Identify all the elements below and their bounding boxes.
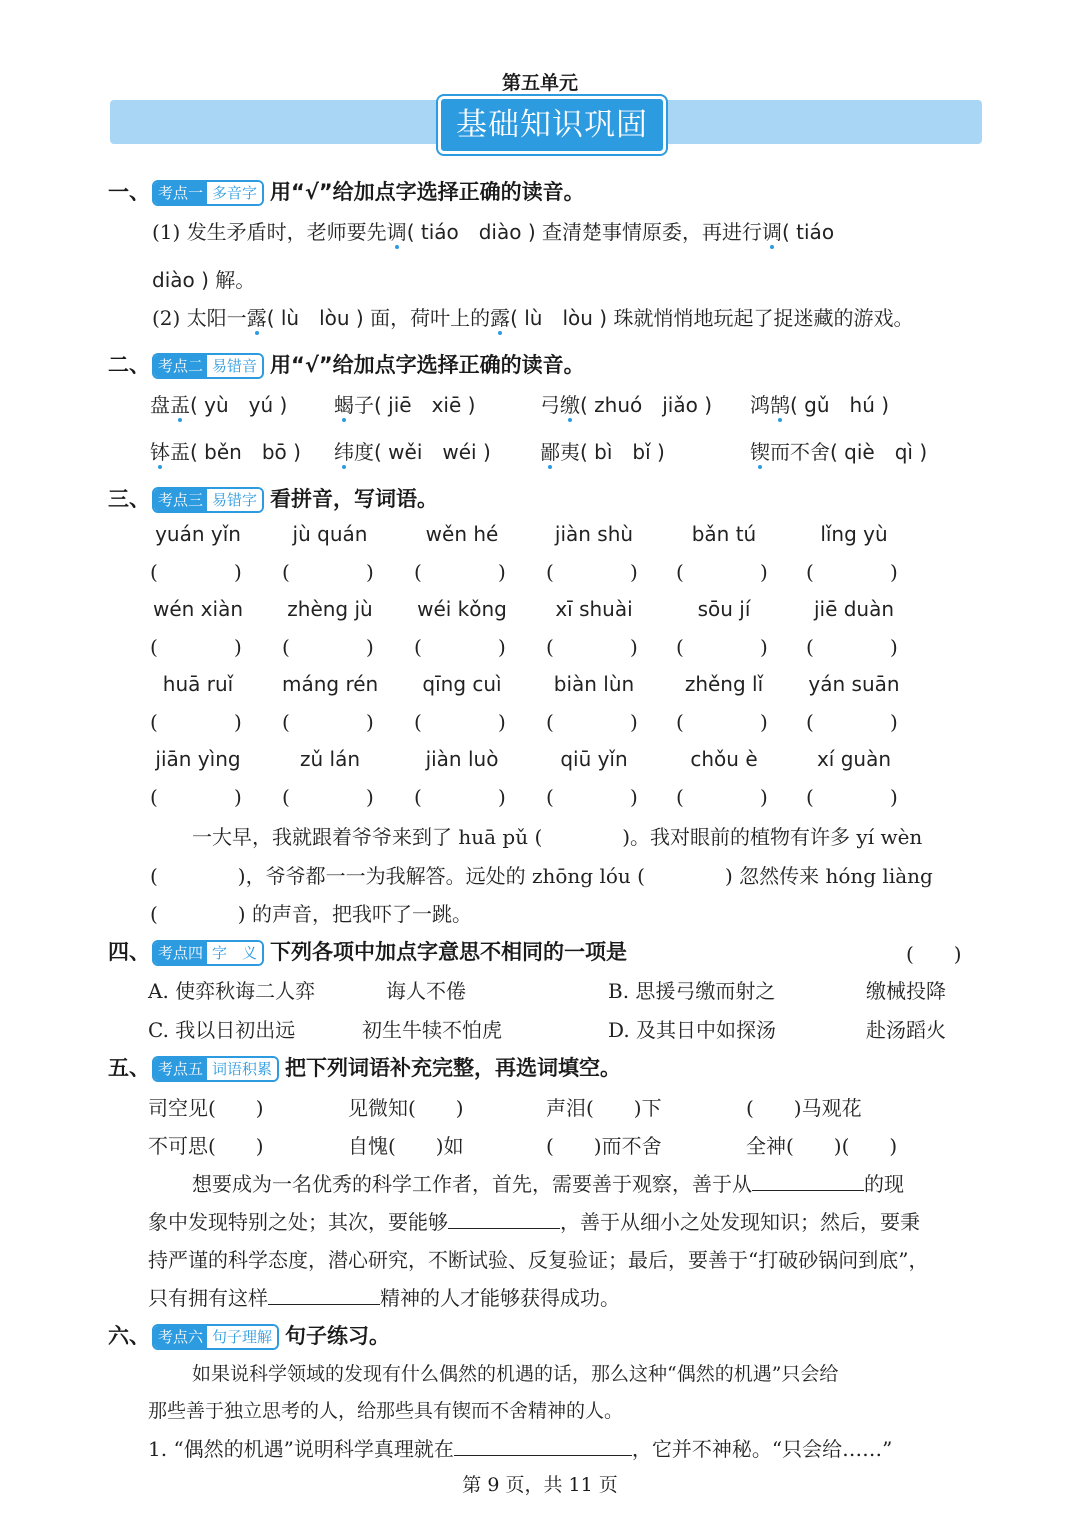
s5-para-line2: 象中发现特别之处；其次，要能够 ，善于从细小之处发现知识；然后，要秉	[148, 1210, 920, 1234]
answer-box-close: )	[890, 710, 898, 734]
topic-badge: 考点四 字 义	[152, 940, 264, 966]
answer-box-close: )	[366, 785, 374, 809]
answer-box[interactable]	[688, 785, 758, 811]
option-d-compare: 赴汤蹈火	[866, 1018, 946, 1042]
answer-box-close: )	[366, 560, 374, 584]
answer-box-open: (	[676, 785, 684, 809]
answer-box-close: )	[234, 785, 242, 809]
answer-box-open: (	[282, 560, 290, 584]
option-c: C. 我以日初出远	[148, 1018, 296, 1042]
section-number: 一、	[108, 180, 150, 204]
answer-box-close: )	[498, 785, 506, 809]
idiom-blank[interactable]: 声泪( )下	[546, 1096, 662, 1120]
answer-box-close: )	[890, 635, 898, 659]
topic-badge: 考点一 多音字	[152, 180, 264, 206]
instruction: 用“√”给加点字选择正确的读音。	[270, 180, 585, 204]
answer-box[interactable]	[426, 560, 496, 586]
section-1-heading	[108, 176, 585, 206]
answer-box-close: )	[234, 635, 242, 659]
pinyin-prompt: biàn lùn	[553, 672, 635, 696]
s3-para-line2: ( )，爷爷都一一为我解答。远处的 zhōng lóu ( ) 忽然传来 hóng liàng	[150, 864, 933, 888]
pinyin-prompt: huā ruǐ	[162, 672, 234, 696]
pinyin-prompt: wén xiàn	[152, 597, 244, 621]
section-6-heading: 六、 考点六 句子理解 句子练习。	[108, 1324, 391, 1348]
pinyin-prompt: jiān yìng	[155, 747, 241, 771]
pinyin-prompt: jiàn shù	[554, 522, 634, 546]
pinyin-prompt: bǎn tú	[691, 522, 757, 546]
answer-box[interactable]	[688, 560, 758, 586]
answer-box-close: )	[760, 785, 768, 809]
answer-box-open: (	[150, 710, 158, 734]
answer-box-open: (	[546, 635, 554, 659]
answer-box[interactable]	[818, 710, 888, 736]
s2-item: 钵盂( běn bō )	[150, 440, 301, 464]
answer-box-open: (	[282, 635, 290, 659]
answer-box-open: (	[150, 635, 158, 659]
pinyin-prompt: qiū yǐn	[560, 747, 628, 771]
answer-box-open: (	[546, 710, 554, 734]
answer-box[interactable]	[818, 560, 888, 586]
section-2-heading: 二、 考点二 易错音 用“√”给加点字选择正确的读音。	[108, 353, 585, 377]
answer-box[interactable]	[558, 560, 628, 586]
s5-para-line1: 想要成为一名优秀的科学工作者，首先，需要善于观察，善于从 的现	[192, 1172, 904, 1196]
answer-box-close: )	[630, 785, 638, 809]
pinyin-prompt: wěn hé	[425, 522, 499, 546]
answer-box-close: )	[234, 560, 242, 584]
answer-box-open: (	[546, 560, 554, 584]
answer-box-open: (	[282, 710, 290, 734]
section-3-heading: 三、 考点三 易错字 看拼音，写词语。	[108, 487, 439, 511]
option-d: D. 及其日中如探汤	[608, 1018, 777, 1042]
topic-badge: 考点二 易错音	[152, 353, 264, 379]
answer-box[interactable]	[294, 560, 364, 586]
answer-box-close: )	[366, 635, 374, 659]
answer-box-close: )	[630, 710, 638, 734]
pinyin-prompt: jiàn luò	[425, 747, 499, 771]
option-a: A. 使弈秋诲二人弈	[148, 979, 316, 1003]
answer-box-open: (	[546, 785, 554, 809]
s3-para-line1: 一大早，我就跟着爷爷来到了 huā pǔ ( )。我对眼前的植物有许多 yí wèn	[192, 825, 923, 849]
answer-box-close: )	[366, 710, 374, 734]
answer-box-close: )	[760, 635, 768, 659]
unit-title: 第五单元	[501, 72, 578, 94]
answer-box-close: )	[234, 710, 242, 734]
s2-item: 蝎子( jiē xiē )	[334, 393, 476, 417]
fill-blank[interactable]	[268, 1284, 380, 1305]
answer-box[interactable]	[818, 635, 888, 661]
answer-box-open: (	[806, 710, 814, 734]
option-b-compare: 缴械投降	[866, 979, 946, 1003]
answer-box-close: )	[630, 560, 638, 584]
pinyin-prompt: zhèng jù	[287, 597, 373, 621]
answer-box[interactable]	[162, 560, 232, 586]
section-5-heading: 五、 考点五 词语积累 把下列词语补充完整，再选词填空。	[108, 1056, 622, 1080]
answer-box[interactable]	[558, 635, 628, 661]
idiom-blank[interactable]: 司空见( )	[148, 1096, 264, 1120]
s1-q2: (2) 太阳一露( lù lòu ) 面，荷叶上的露( lù lòu ) 珠就悄悄地玩起了捉迷藏的游戏。	[152, 306, 914, 330]
pinyin-prompt: wéi kǒng	[417, 597, 507, 621]
answer-box-open: (	[414, 785, 422, 809]
s6-quote-line1: 如果说科学领域的发现有什么偶然的机遇的话，那么这种“偶然的机遇”只会给	[192, 1363, 839, 1385]
s2-item: 盘盂( yù yú )	[150, 393, 288, 417]
answer-box[interactable]	[426, 710, 496, 736]
s1-q1-line1: (1) 发生矛盾时，老师要先调( tiáo diào ) 查清楚事情原委，再进行调( tiáo	[152, 220, 835, 244]
pinyin-prompt: jiē duàn	[813, 597, 895, 621]
answer-box-close: )	[760, 560, 768, 584]
pinyin-prompt: chǒu è	[690, 747, 758, 771]
s1-q1-line2: diào ) 解。	[152, 268, 256, 292]
topic-badge: 考点六 句子理解	[152, 1324, 279, 1350]
s2-item: 鄙夷( bì bǐ )	[540, 440, 665, 464]
answer-box[interactable]	[688, 710, 758, 736]
fill-blank[interactable]	[454, 1435, 632, 1456]
answer-box-open: (	[676, 635, 684, 659]
option-c-compare: 初生牛犊不怕虎	[362, 1018, 502, 1042]
answer-box-open: (	[150, 560, 158, 584]
option-b: B. 思援弓缴而射之	[608, 979, 776, 1003]
answer-box[interactable]	[294, 635, 364, 661]
pinyin-prompt: jù quán	[292, 522, 368, 546]
idiom-blank[interactable]: ( )而不舍	[546, 1134, 662, 1158]
answer-box[interactable]	[162, 635, 232, 661]
s6-question-1: 1. “偶然的机遇”说明科学真理就在 ，它并不神秘。“只会给……”	[148, 1437, 893, 1461]
topic-badge: 考点五 词语积累	[152, 1056, 279, 1082]
answer-box-open: (	[676, 560, 684, 584]
answer-box-close: )	[498, 635, 506, 659]
s6-quote-line2: 那些善于独立思考的人，给那些具有锲而不舍精神的人。	[148, 1400, 624, 1422]
s5-para-line4: 只有拥有这样 精神的人才能够获得成功。	[148, 1286, 620, 1310]
answer-box-close: )	[890, 560, 898, 584]
section-title: 基础知识巩固	[438, 96, 666, 154]
answer-bracket[interactable]: ( )	[906, 942, 962, 966]
answer-box[interactable]	[162, 785, 232, 811]
answer-box-open: (	[414, 710, 422, 734]
answer-box-open: (	[676, 710, 684, 734]
page-footer: 第 9 页，共 11 页	[462, 1474, 618, 1496]
idiom-blank[interactable]: 见微知( )	[348, 1096, 464, 1120]
s5-para-line3: 持严谨的科学态度，潜心研究，不断试验、反复验证；最后，要善于“打破砂锅问到底”，	[148, 1248, 929, 1272]
s2-item: 弓缴( zhuó jiǎo )	[540, 393, 713, 417]
answer-box[interactable]	[294, 710, 364, 736]
pinyin-prompt: lǐng yù	[820, 522, 888, 546]
answer-box-open: (	[806, 560, 814, 584]
option-a-compare: 诲人不倦	[386, 979, 466, 1003]
pinyin-prompt: zhěng lǐ	[684, 672, 764, 696]
pinyin-prompt: máng rén	[282, 672, 379, 696]
s2-item: 纬度( wěi wéi )	[334, 440, 491, 464]
topic-badge: 考点三 易错字	[152, 487, 264, 513]
answer-box[interactable]	[558, 785, 628, 811]
idiom-blank[interactable]: 自愧( )如	[348, 1134, 464, 1158]
pinyin-prompt: xī shuài	[555, 597, 633, 621]
answer-box[interactable]	[426, 785, 496, 811]
section-4-heading: 四、 考点四 字 义 下列各项中加点字意思不相同的一项是	[108, 940, 628, 964]
s2-item: 鸿鹄( gǔ hú )	[750, 393, 890, 417]
idiom-blank[interactable]: 不可思( )	[148, 1134, 264, 1158]
answer-box-open: (	[806, 785, 814, 809]
s2-item: 锲而不舍( qiè qì )	[750, 440, 928, 464]
fill-blank[interactable]	[448, 1208, 560, 1229]
answer-box-open: (	[150, 785, 158, 809]
s3-para-line3: ( ) 的声音，把我吓了一跳。	[150, 902, 472, 926]
answer-box-close: )	[630, 635, 638, 659]
answer-box[interactable]	[688, 635, 758, 661]
answer-box-open: (	[414, 635, 422, 659]
answer-box[interactable]	[426, 635, 496, 661]
answer-box-close: )	[760, 710, 768, 734]
fill-blank[interactable]	[752, 1170, 864, 1191]
pinyin-prompt: zǔ lán	[299, 747, 361, 771]
pinyin-prompt: sōu jí	[697, 597, 751, 621]
answer-box[interactable]	[162, 710, 232, 736]
answer-box-open: (	[414, 560, 422, 584]
pinyin-prompt: qīng cuì	[422, 672, 502, 696]
answer-box[interactable]	[818, 785, 888, 811]
answer-box-close: )	[498, 710, 506, 734]
answer-box[interactable]	[558, 710, 628, 736]
answer-box-close: )	[498, 560, 506, 584]
answer-box[interactable]	[294, 785, 364, 811]
answer-box-open: (	[282, 785, 290, 809]
pinyin-prompt: xí guàn	[816, 747, 892, 771]
pinyin-prompt: yuán yǐn	[155, 522, 241, 546]
answer-box-open: (	[806, 635, 814, 659]
idiom-blank[interactable]: ( )马观花	[746, 1096, 862, 1120]
idiom-blank[interactable]: 全神( )( )	[746, 1134, 898, 1158]
answer-box-close: )	[890, 785, 898, 809]
pinyin-prompt: yán suān	[808, 672, 900, 696]
